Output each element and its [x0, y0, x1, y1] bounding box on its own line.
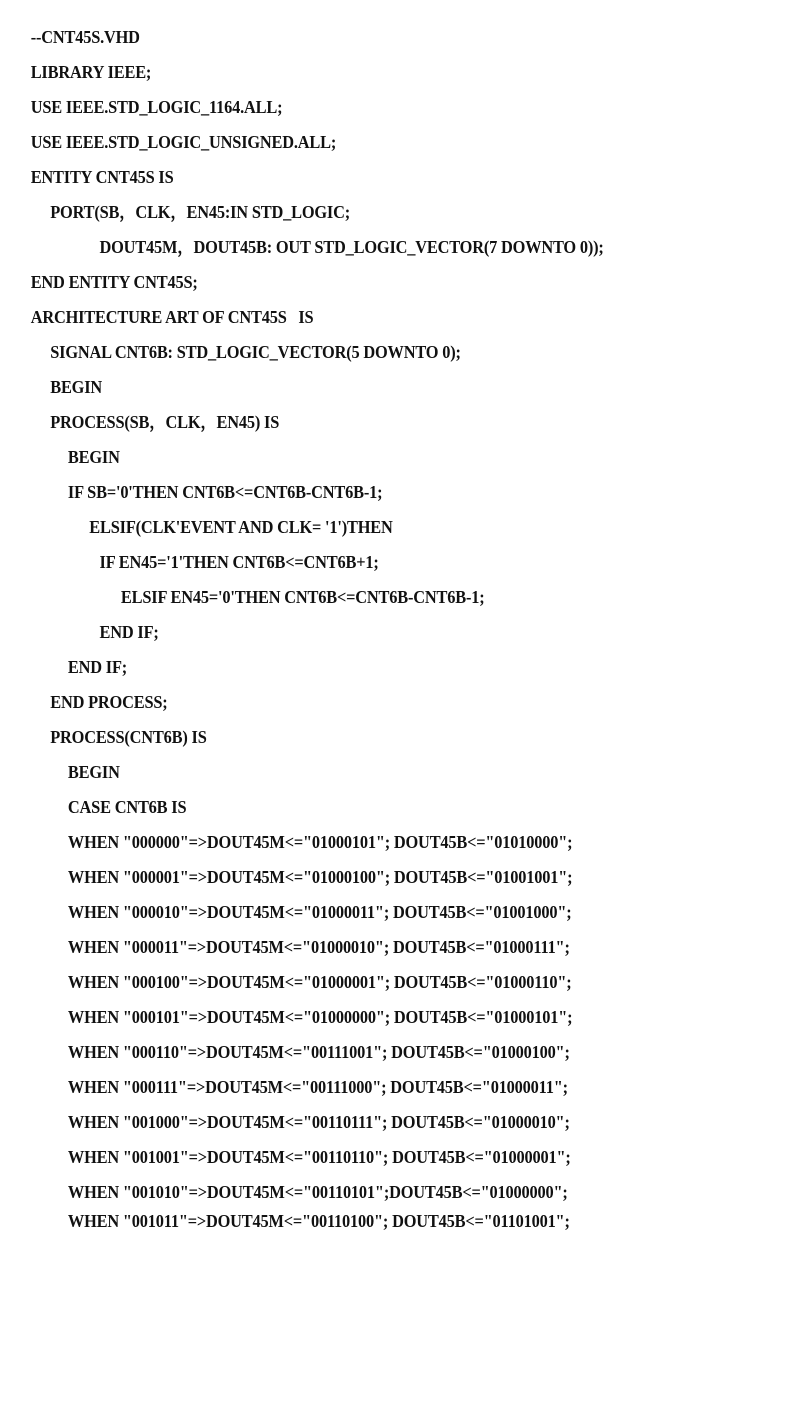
code-line: --CNT45S.VHD — [30, 27, 140, 47]
code-line: LIBRARY IEEE; — [30, 62, 152, 82]
code-line: BEGIN — [50, 377, 103, 397]
code-line: USE IEEE.STD_LOGIC_UNSIGNED.ALL; — [30, 132, 337, 152]
code-line: PROCESS(SB，CLK，EN45) IS — [50, 412, 280, 432]
code-line: WHEN "000001"=>DOUT45M<="01000100"; DOUT45B<="01001001"; — [67, 867, 573, 887]
code-line: WHEN "000110"=>DOUT45M<="00111001"; DOUT45B<="01000100"; — [67, 1042, 570, 1062]
code-line: PROCESS(CNT6B) IS — [50, 727, 207, 747]
code-line: END IF; — [67, 657, 128, 677]
code-line: CASE CNT6B IS — [67, 797, 187, 817]
code-line: WHEN "001001"=>DOUT45M<="00110110"; DOUT45B<="01000001"; — [67, 1147, 571, 1167]
code-line: WHEN "000010"=>DOUT45M<="01000011"; DOUT45B<="01001000"; — [67, 902, 572, 922]
code-line: ELSIF(CLK'EVENT AND CLK= '1')THEN — [89, 517, 393, 537]
code-line: WHEN "001000"=>DOUT45M<="00110111"; DOUT45B<="01000010"; — [67, 1112, 570, 1132]
vhdl-code-listing — [0, 20, 800, 1232]
code-line: ELSIF EN45='0'THEN CNT6B<=CNT6B-CNT6B-1; — [120, 587, 485, 607]
code-line: BEGIN — [67, 447, 120, 467]
code-line: WHEN "000011"=>DOUT45M<="01000010"; DOUT45B<="01000111"; — [67, 937, 570, 957]
code-line: IF SB='0'THEN CNT6B<=CNT6B-CNT6B-1; — [67, 482, 383, 502]
code-line: USE IEEE.STD_LOGIC_1164.ALL; — [30, 97, 283, 117]
code-line: DOUT45M，DOUT45B: OUT STD_LOGIC_VECTOR(7 DOWNTO 0)); — [99, 237, 604, 257]
code-line: WHEN "000100"=>DOUT45M<="01000001"; DOUT45B<="01000110"; — [67, 972, 572, 992]
code-line: BEGIN — [67, 762, 120, 782]
code-line: END PROCESS; — [50, 692, 168, 712]
code-line: WHEN "000111"=>DOUT45M<="00111000"; DOUT45B<="01000011"; — [67, 1077, 568, 1097]
code-line: SIGNAL CNT6B: STD_LOGIC_VECTOR(5 DOWNTO 0); — [50, 342, 461, 362]
code-line: ENTITY CNT45S IS — [30, 167, 174, 187]
code-line: IF EN45='1'THEN CNT6B<=CNT6B+1; — [99, 552, 379, 572]
code-line: WHEN "001010"=>DOUT45M<="00110101";DOUT45B<="01000000"; — [67, 1182, 568, 1202]
code-line: END IF; — [99, 622, 159, 642]
code-line: WHEN "000101"=>DOUT45M<="01000000"; DOUT45B<="01000101"; — [67, 1007, 573, 1027]
code-line: END ENTITY CNT45S; — [30, 272, 198, 292]
code-line: WHEN "000000"=>DOUT45M<="01000101"; DOUT45B<="01010000"; — [67, 832, 573, 852]
code-line: WHEN "001011"=>DOUT45M<="00110100"; DOUT45B<="01101001"; — [67, 1211, 570, 1231]
code-line: PORT(SB，CLK，EN45:IN STD_LOGIC; — [50, 202, 350, 222]
code-line: ARCHITECTURE ART OF CNT45S IS — [30, 307, 314, 327]
